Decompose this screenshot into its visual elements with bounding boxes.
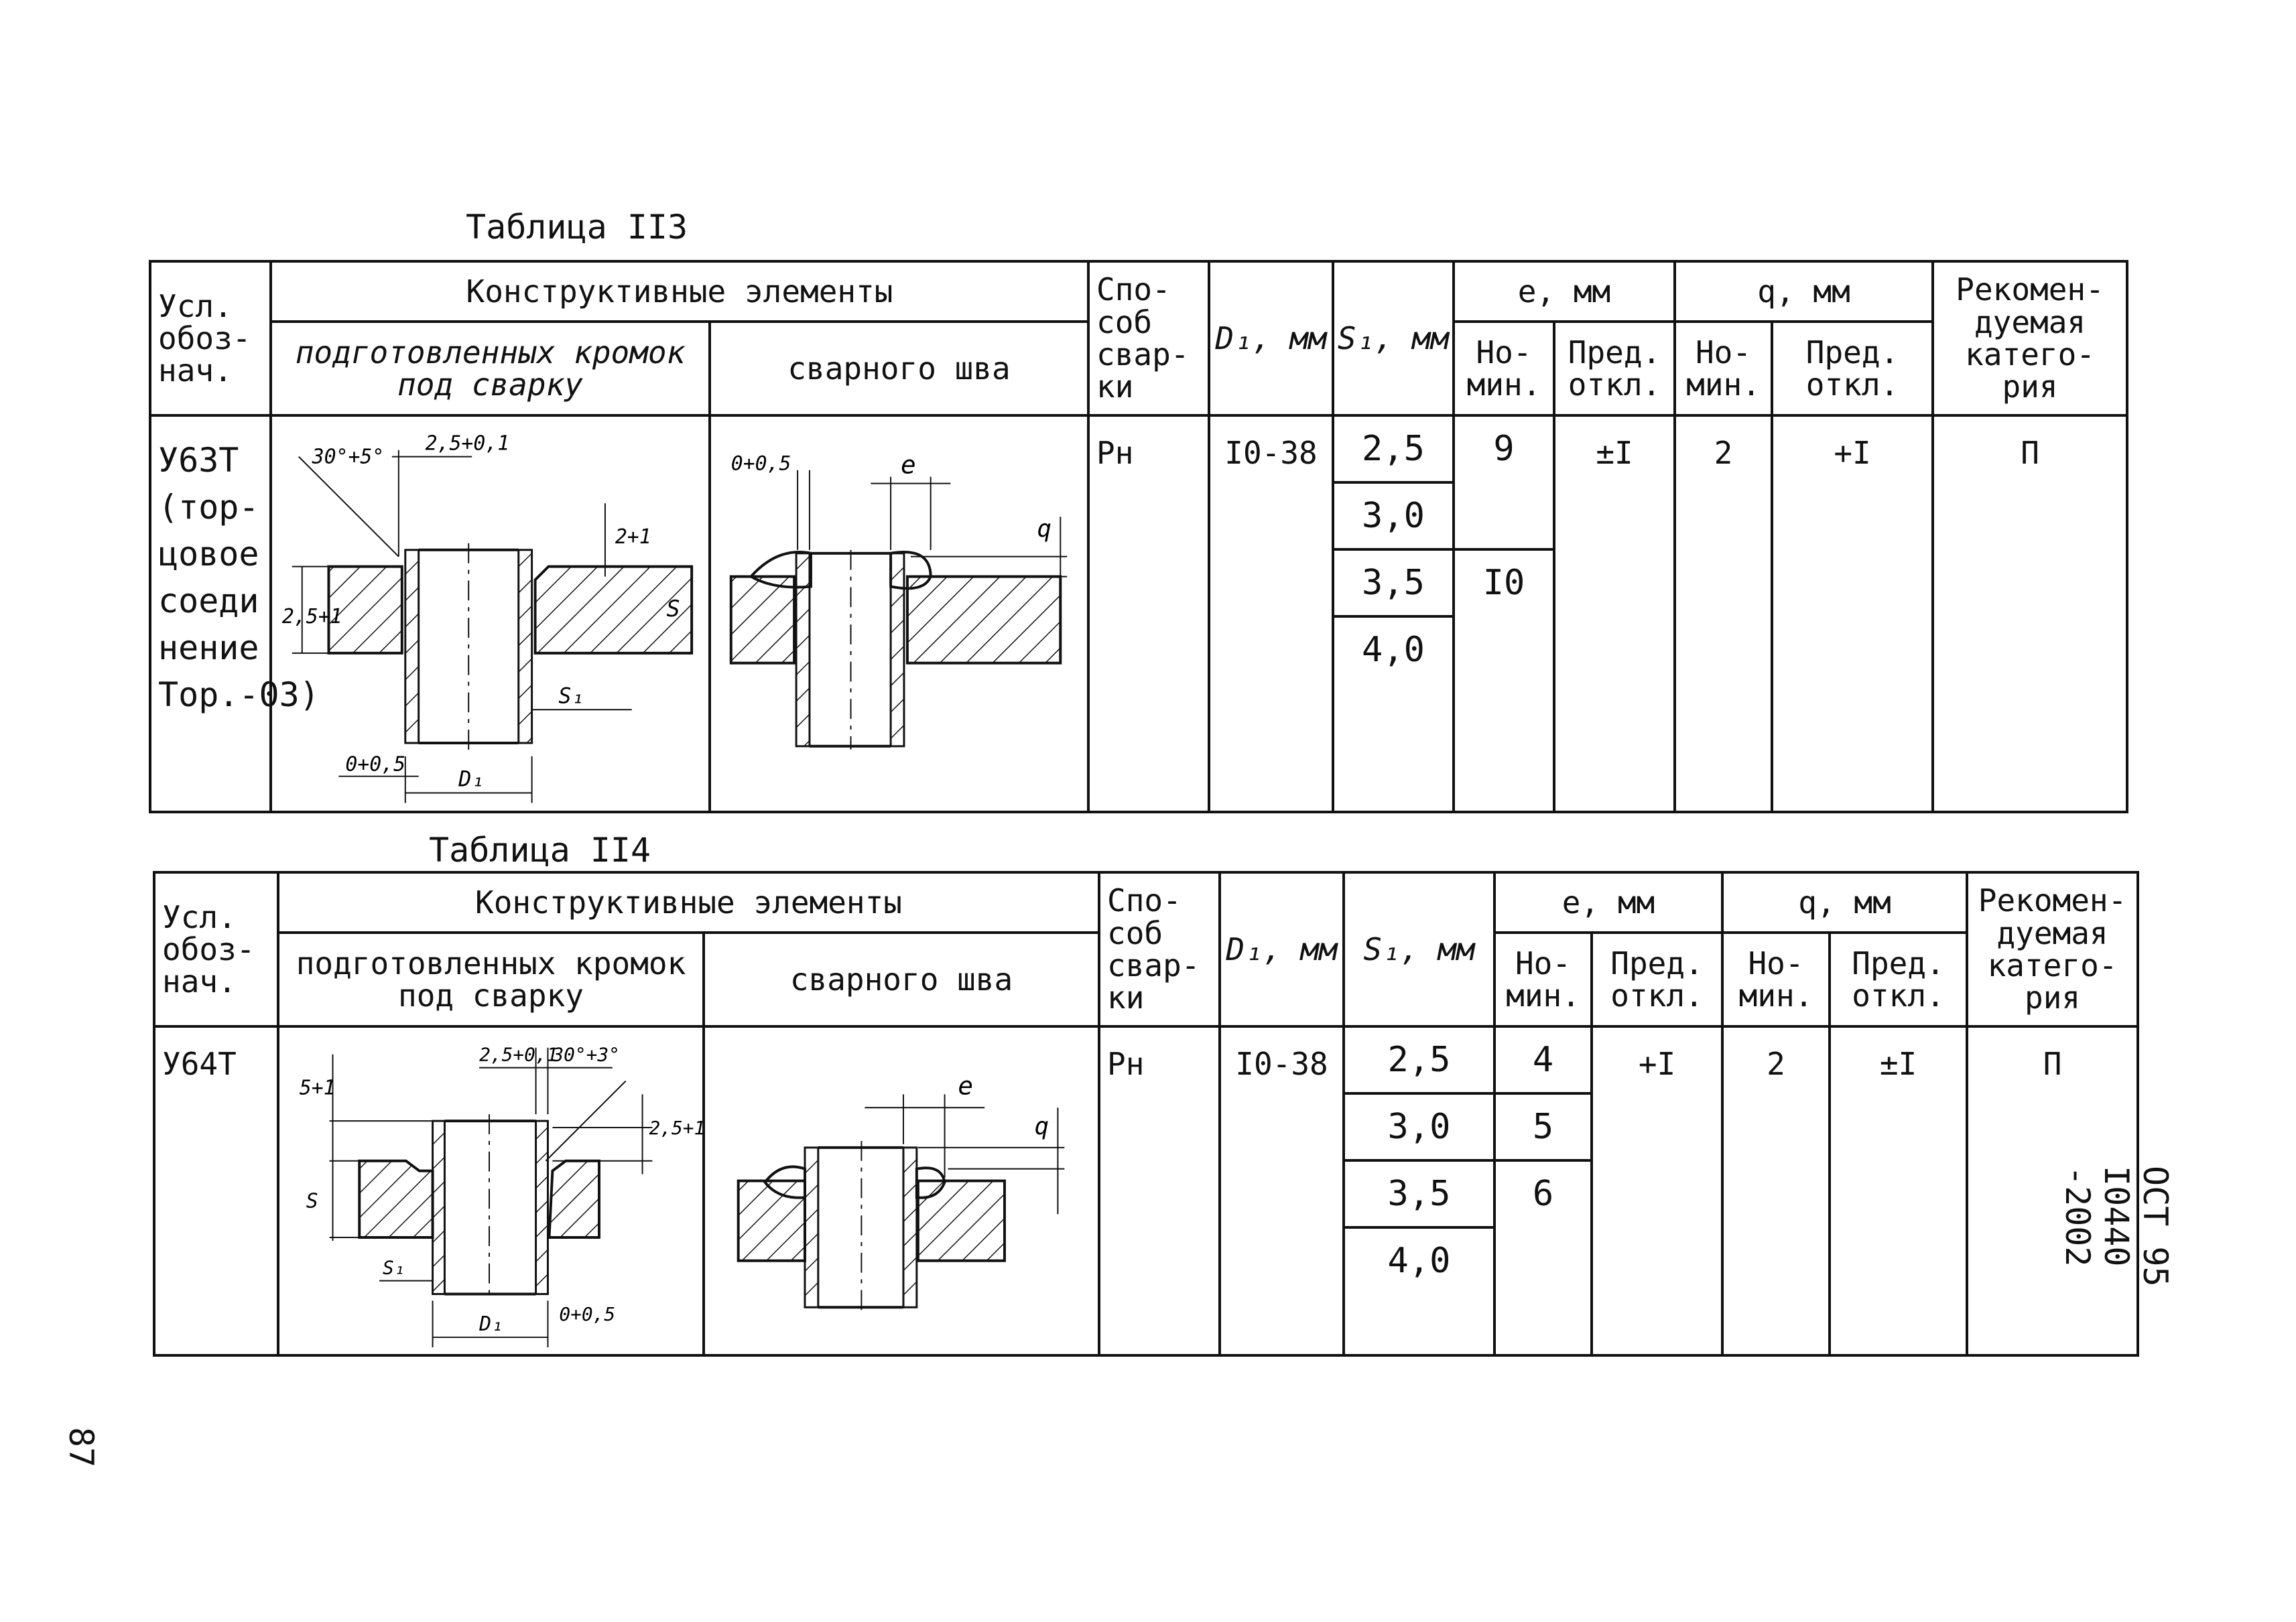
row-s1: [1333, 415, 1454, 812]
row-s1: [1344, 1026, 1494, 1355]
s1-value: 4,0: [1387, 1241, 1451, 1281]
header-q-dev: Пред. откл.: [1772, 322, 1933, 415]
prep-tol-label: 0+0,5: [345, 752, 406, 776]
prep-d1-label: D₁: [458, 766, 485, 792]
row-method: Рн: [1088, 415, 1209, 812]
weld-figure-113: [710, 415, 1088, 812]
prep-s1-label: S₁: [558, 683, 584, 709]
prep-h2-label: 2,5+1: [649, 1116, 706, 1139]
header-designation: Усл. обоз- нач.: [150, 261, 271, 415]
weld-q-label: q: [1037, 515, 1052, 543]
header-category: Рекомен- дуемая катего- рия: [1967, 872, 2138, 1026]
s1-value: 2,5: [1334, 417, 1452, 484]
header-e: e, мм: [1494, 872, 1722, 933]
prep-tol-label: 0+0,5: [559, 1303, 616, 1326]
s1-value: 3,5: [1334, 551, 1452, 618]
header-q: q, мм: [1675, 261, 1933, 322]
weld-e-label: e: [900, 450, 916, 480]
header-category: Рекомен- дуемая катего- рия: [1933, 261, 2127, 415]
prep-s-label: S: [666, 596, 680, 622]
weld-drawing-114: [705, 1028, 1098, 1354]
weld-q-label: q: [1034, 1113, 1049, 1141]
e-nom-value: I0: [1482, 563, 1525, 603]
row-designation: У64Т: [154, 1026, 278, 1355]
header-prepared: подготовленных кромок под сварку: [278, 933, 704, 1026]
header-e-nom: Но- мин.: [1494, 933, 1592, 1026]
weld-drawing-113: [711, 417, 1087, 811]
prep-h2-label: 2,5+1: [281, 605, 342, 629]
e-nom-value: 4: [1496, 1028, 1590, 1095]
table-113: [149, 260, 2128, 813]
header-prepared: подготовленных кромок под сварку: [271, 322, 710, 415]
header-d1: D₁, мм: [1220, 872, 1344, 1026]
header-weld: сварного шва: [704, 933, 1099, 1026]
prep-h-label: 5+1: [299, 1076, 336, 1100]
row-q-nom: 2: [1722, 1026, 1830, 1355]
row-method: Рн: [1099, 1026, 1220, 1355]
row-e-dev: ±I: [1554, 415, 1675, 812]
prep-angle-label: 30°+5°: [312, 445, 385, 469]
header-elements: Конструктивные элементы: [271, 261, 1088, 322]
row-e-nom: [1454, 415, 1554, 812]
table-113-caption: Таблица II3: [466, 208, 688, 247]
prep-h1-label: 2+1: [615, 525, 651, 549]
prep-angle-label: 30°+3°: [552, 1043, 620, 1066]
s1-value: 2,5: [1345, 1028, 1493, 1095]
prep-d1-label: D₁: [479, 1312, 504, 1337]
header-q: q, мм: [1722, 872, 1967, 933]
header-s1: S₁, мм: [1333, 261, 1454, 415]
table-114-caption: Таблица II4: [429, 831, 651, 870]
row-d1: I0-38: [1220, 1026, 1344, 1355]
row-designation: У63Т (тор- цовое соеди нение Тор.-03): [150, 415, 271, 812]
header-e-dev: Пред. откл.: [1554, 322, 1675, 415]
header-e: e, мм: [1454, 261, 1675, 322]
s1-value: 3,0: [1334, 484, 1452, 551]
row-e-dev: +I: [1592, 1026, 1722, 1355]
prep-gap-label: 2,5+0,1: [479, 1043, 558, 1066]
prep-s1-label: S₁: [383, 1256, 405, 1279]
header-method: Спо- соб свар- ки: [1099, 872, 1220, 1026]
header-e-dev: Пред. откл.: [1592, 933, 1722, 1026]
s1-value: 4,0: [1362, 630, 1425, 670]
row-q-nom: 2: [1675, 415, 1772, 812]
e-nom-value: 5: [1496, 1095, 1590, 1162]
row-q-dev: +I: [1772, 415, 1933, 812]
header-method: Спо- соб свар- ки: [1088, 261, 1209, 415]
weld-tol-label: 0+0,5: [730, 452, 791, 476]
row-q-dev: ±I: [1830, 1026, 1967, 1355]
header-elements: Конструктивные элементы: [278, 872, 1099, 933]
header-designation: Усл. обоз- нач.: [154, 872, 278, 1026]
s1-value: 3,0: [1345, 1095, 1493, 1162]
e-nom-value: 9: [1455, 417, 1553, 551]
e-nom-value: 6: [1532, 1174, 1554, 1214]
page-number: 87: [62, 1427, 101, 1468]
prep-figure-113: [271, 415, 710, 812]
weld-e-label: e: [958, 1071, 974, 1101]
prep-drawing-113: [272, 417, 708, 811]
row-e-nom: [1494, 1026, 1592, 1355]
header-q-dev: Пред. откл.: [1830, 933, 1967, 1026]
header-s1: S₁, мм: [1344, 872, 1494, 1026]
prep-drawing-114: [279, 1028, 706, 1354]
row-category: П: [1933, 415, 2127, 812]
table-114: [153, 871, 2139, 1357]
row-d1: I0-38: [1209, 415, 1333, 812]
s1-value: 3,5: [1345, 1162, 1493, 1229]
document-code: ОСТ 95 I0440 -2002: [2058, 1166, 2175, 1287]
row-category: П: [1967, 1026, 2138, 1355]
prep-s-label: S: [306, 1189, 318, 1213]
header-d1: D₁, мм: [1209, 261, 1333, 415]
header-q-nom: Но- мин.: [1722, 933, 1830, 1026]
header-q-nom: Но- мин.: [1675, 322, 1772, 415]
header-weld: сварного шва: [710, 322, 1088, 415]
header-e-nom: Но- мин.: [1454, 322, 1554, 415]
prep-gap-label: 2,5+0,1: [425, 431, 510, 456]
weld-figure-114: [704, 1026, 1099, 1355]
prep-figure-114: [278, 1026, 704, 1355]
